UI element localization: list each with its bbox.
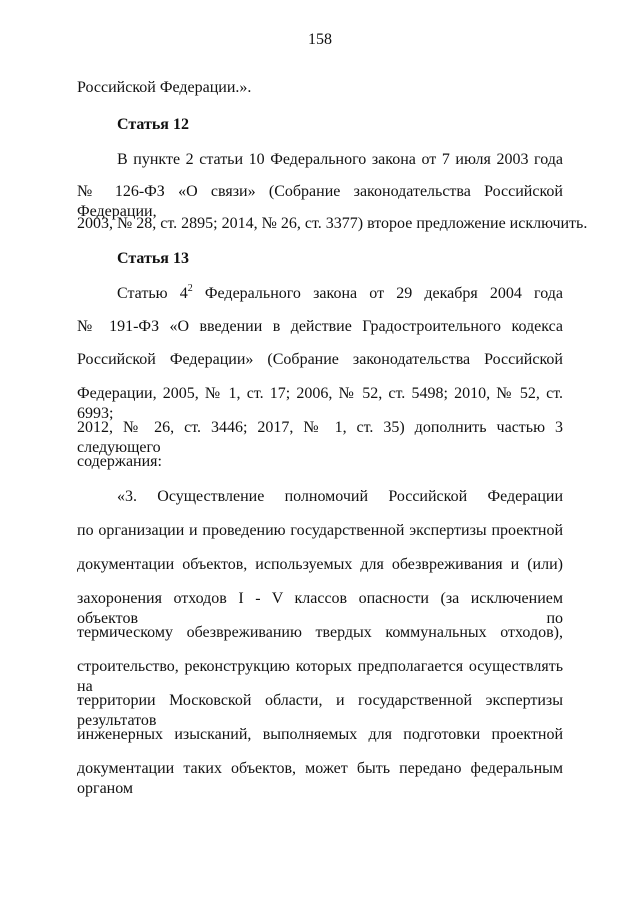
text-line: Российской Федерации» (Собрание законодательства Российской xyxy=(77,351,563,368)
text-line: инженерных изысканий, выполняемых для подготовки проектной xyxy=(77,726,563,743)
text-line: В пункте 2 статьи 10 Федерального закона от 7 июля 2003 года xyxy=(117,151,563,168)
text-line: № 126-ФЗ «О связи» (Собрание законодательства Российской Федерации, xyxy=(77,183,563,220)
article-heading: Статья 13 xyxy=(117,250,189,267)
superscript: 2 xyxy=(187,282,193,294)
text-line: 2003, № 28, ст. 2895; 2014, № 26, ст. 3377) второе предложение исключить. xyxy=(77,215,588,232)
article-heading: Статья 12 xyxy=(117,116,189,133)
text-line: документации таких объектов, может быть передано федеральным органом xyxy=(77,760,563,797)
text-line: захоронения отходов I - V классов опасности (за исключением объектов по xyxy=(77,590,563,627)
text-line: 2012, № 26, ст. 3446; 2017, № 1, ст. 35) дополнить частью 3 следующего xyxy=(77,419,563,456)
text-line: содержания: xyxy=(77,453,162,470)
text-line: № 191-ФЗ «О введении в действие Градостроительного кодекса xyxy=(77,318,563,335)
text-line: строительство, реконструкцию которых предполагается осуществлять на xyxy=(77,658,563,695)
text-line: Федерации, 2005, № 1, ст. 17; 2006, № 52, ст. 5498; 2010, № 52, ст. 6993; xyxy=(77,385,563,422)
text-line xyxy=(117,284,563,304)
text-line: документации объектов, используемых для обезвреживания и (или) xyxy=(77,556,563,573)
text-line: по организации и проведению государственной экспертизы проектной xyxy=(77,522,563,539)
text-segment: Статью 4 xyxy=(117,285,188,302)
text-line: Российской Федерации.». xyxy=(77,79,252,96)
text-line: территории Московской области, и государственной экспертизы результатов xyxy=(77,692,563,729)
text-line: термическому обезвреживанию твердых коммунальных отходов), xyxy=(77,624,563,641)
text-line: «3. Осуществление полномочий Российской Федерации xyxy=(117,488,563,505)
text-segment: Федерального закона от 29 декабря 2004 года xyxy=(192,285,563,302)
page-number: 158 xyxy=(308,31,332,48)
